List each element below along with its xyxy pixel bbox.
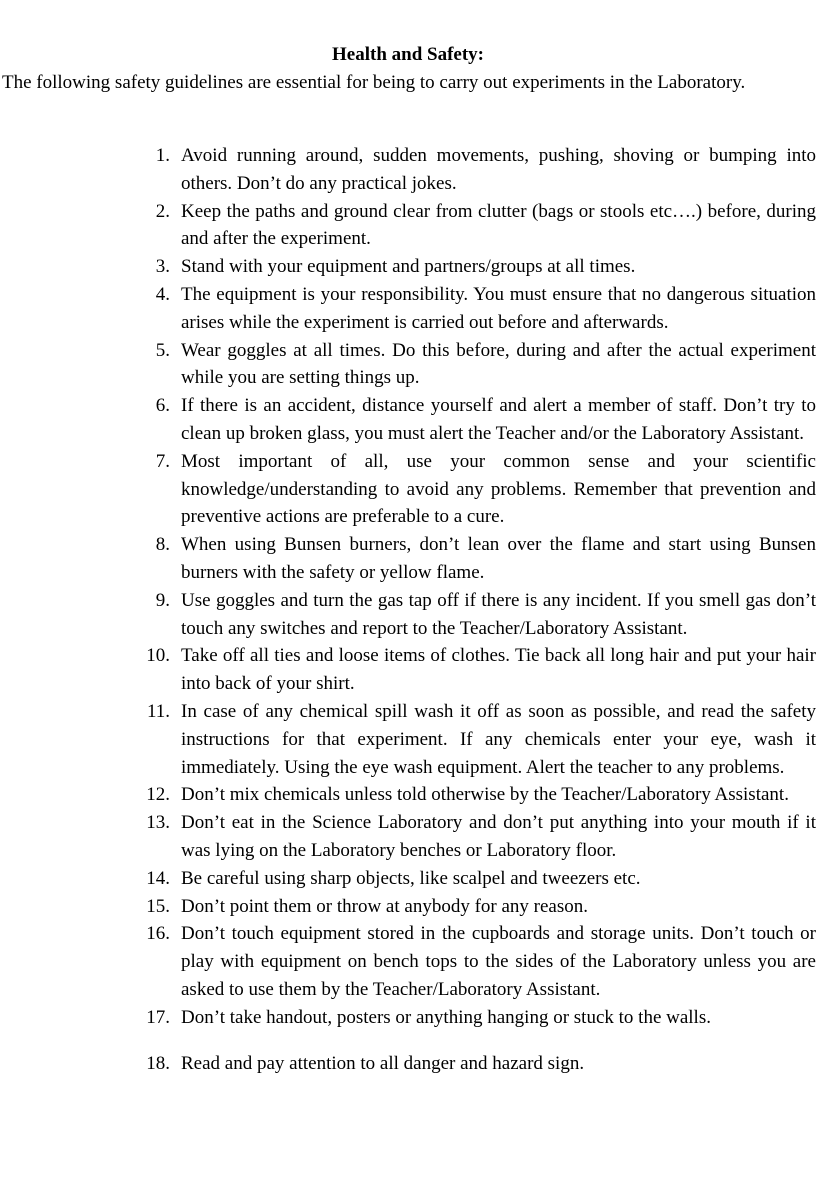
item-number: 9. xyxy=(155,589,170,611)
item-text: Don’t eat in the Science Laboratory and don’t put anything into your mouth if it was lying on the Laboratory benches or Laboratory floor. xyxy=(181,812,816,861)
list-item xyxy=(0,281,816,337)
item-text: Stand with your equipment and partners/groups at all times. xyxy=(181,256,636,278)
item-text: Avoid running around, sudden movements, pushing, shoving or bumping into others. Don’t do any practical jokes. xyxy=(181,145,816,194)
item-text: If there is an accident, distance yourself and alert a member of staff. Don’t try to clean up broken glass, you must alert the Teacher and/or the Laboratory Assistant. xyxy=(181,395,816,444)
item-text: In case of any chemical spill wash it off as soon as possible, and read the safety instructions for that experiment. If any chemicals enter your eye, wash it immediately. Using the eye wash equipment. Alert the teacher to any problems. xyxy=(181,700,816,778)
list-item xyxy=(0,448,816,531)
item-text: When using Bunsen burners, don’t lean over the flame and start using Bunsen burners with the safety or yellow flame. xyxy=(181,534,816,583)
list-item xyxy=(0,865,816,893)
list-item xyxy=(0,587,816,643)
item-number: 10. xyxy=(146,645,170,667)
list-item xyxy=(0,920,816,1003)
item-number: 5. xyxy=(155,339,170,361)
safety-guidelines-list xyxy=(0,142,816,1077)
item-text: Don’t take handout, posters or anything hanging or stuck to the walls. xyxy=(181,1006,711,1028)
item-number: 17. xyxy=(146,1006,170,1028)
item-text: Don’t mix chemicals unless told otherwise by the Teacher/Laboratory Assistant. xyxy=(181,784,789,806)
item-number: 8. xyxy=(155,534,170,556)
item-number: 7. xyxy=(155,450,170,472)
item-text: Don’t touch equipment stored in the cupboards and storage units. Don’t touch or play with equipment on bench tops to the sides of the Laboratory unless you are asked to use them by the Teacher/Laboratory Assistant. xyxy=(181,923,816,1000)
list-item xyxy=(0,531,816,587)
intro-paragraph: The following safety guidelines are essential for being to carry out experiments in the Laboratory. xyxy=(2,72,746,93)
item-number: 4. xyxy=(155,283,170,305)
item-number: 14. xyxy=(146,867,170,889)
item-number: 3. xyxy=(155,256,170,278)
item-number: 11. xyxy=(146,700,170,722)
item-number: 12. xyxy=(146,784,170,806)
item-text: The equipment is your responsibility. You must ensure that no dangerous situation arises while the experiment is carried out before and afterwards. xyxy=(181,283,816,333)
item-number: 16. xyxy=(146,923,170,945)
item-text: Most important of all, use your common sense and your scientific knowledge/understanding to avoid any problems. Remember that prevention and preventive actions are preferable to a cure. xyxy=(181,450,816,528)
item-text: Read and pay attention to all danger and hazard sign. xyxy=(181,1052,585,1074)
list-item xyxy=(0,698,816,781)
item-number: 18. xyxy=(146,1052,170,1074)
list-item xyxy=(0,809,816,865)
item-number: 13. xyxy=(146,812,170,834)
item-text: Be careful using sharp objects, like scalpel and tweezers etc. xyxy=(181,867,641,889)
list-item xyxy=(0,642,816,698)
list-item xyxy=(0,1004,816,1032)
item-number: 2. xyxy=(155,200,170,222)
list-item xyxy=(0,1050,816,1078)
item-number: 6. xyxy=(155,395,170,417)
list-item xyxy=(0,781,816,809)
list-item xyxy=(0,893,816,921)
item-text: Use goggles and turn the gas tap off if there is any incident. If you smell gas don’t touch any switches and report to the Teacher/Laboratory Assistant. xyxy=(181,589,816,639)
list-item xyxy=(0,198,816,254)
item-number: 1. xyxy=(155,145,170,166)
list-item xyxy=(0,253,816,281)
item-text: Wear goggles at all times. Do this before, during and after the actual experiment while you are setting things up. xyxy=(181,339,816,389)
item-text: Keep the paths and ground clear from clutter (bags or stools etc….) before, during and after the experiment. xyxy=(181,200,816,250)
list-item xyxy=(0,142,816,198)
item-text: Don’t point them or throw at anybody for any reason. xyxy=(181,895,589,917)
page-title: Health and Safety: xyxy=(332,44,484,65)
item-number: 15. xyxy=(146,895,170,917)
item-text: Take off all ties and loose items of clothes. Tie back all long hair and put your hair into back of your shirt. xyxy=(181,645,816,695)
list-item xyxy=(0,392,816,448)
list-item xyxy=(0,337,816,393)
